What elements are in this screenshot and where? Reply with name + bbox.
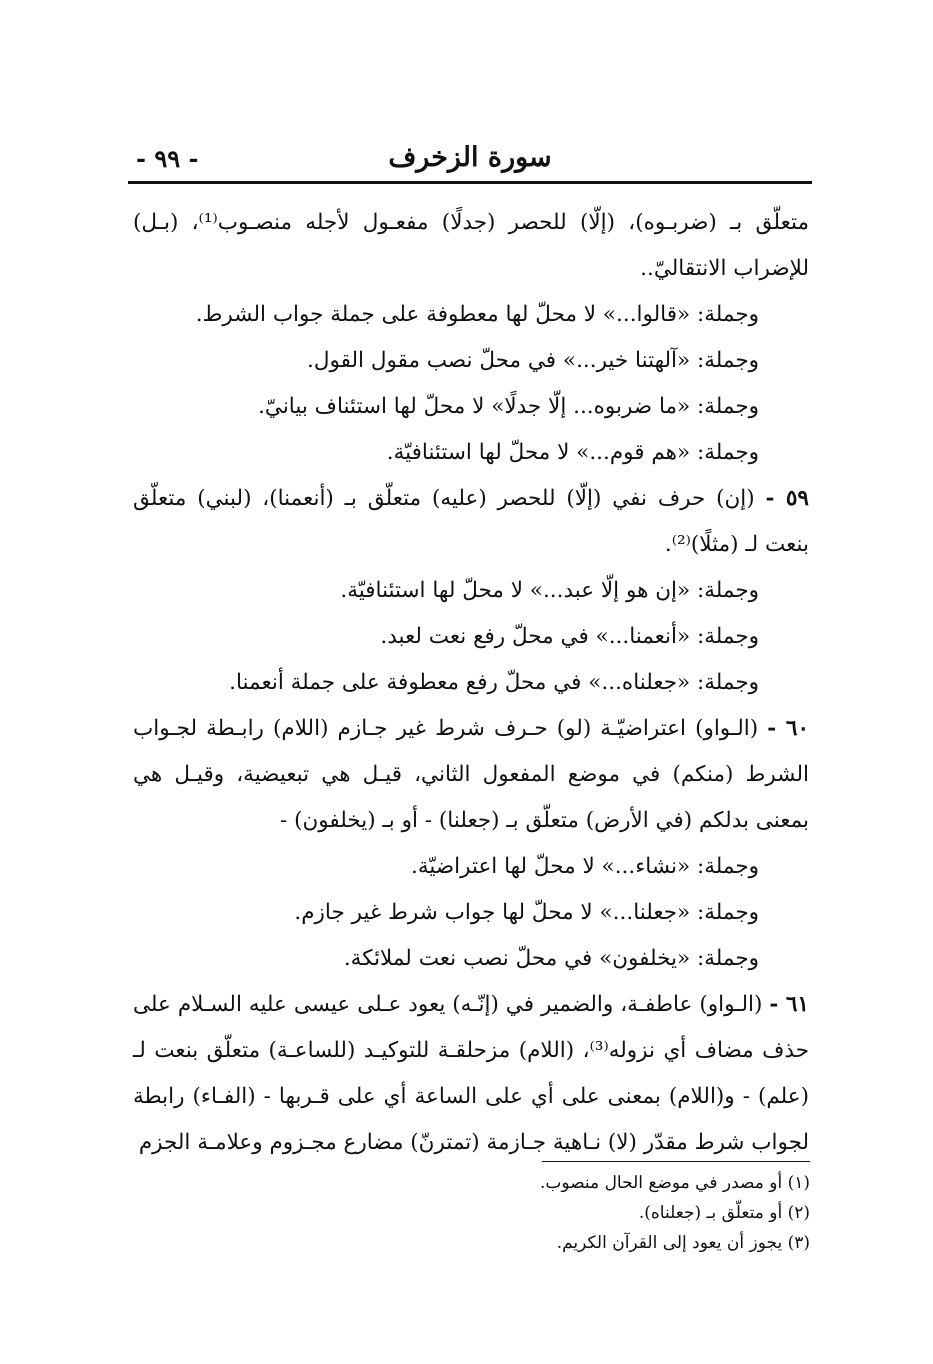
surah-title: سورة الزخرف xyxy=(388,142,552,173)
verse-paragraph-60 xyxy=(133,706,809,844)
sentence-analysis-line: وجملة: «ما ضربوه... إلّا جدلًا» لا محلّ لها استئناف بيانيّ. xyxy=(258,394,759,419)
sentence-analysis-line: وجملة: «نشاء...» لا محلّ لها اعتراضيّة. xyxy=(411,854,759,879)
paragraph-continuation xyxy=(133,200,809,292)
footnote-divider xyxy=(542,1161,810,1162)
footnote-3: (٣) يجوز أن يعود إلى القرآن الكريم. xyxy=(556,1233,810,1253)
sentence-analysis-line: وجملة: «جعلناه...» في محلّ رفع معطوفة على جملة أنعمنا. xyxy=(229,670,759,695)
sentence-analysis-line: وجملة: «هم قوم...» لا محلّ لها استئنافيّة. xyxy=(386,440,759,465)
page-number: - ٩٩ - xyxy=(136,144,199,173)
sentence-analysis-line: وجملة: «قالوا...» لا محلّ لها معطوفة على جملة جواب الشرط. xyxy=(195,302,759,327)
header-rule xyxy=(128,181,812,184)
sentence-analysis-line: وجملة: «أنعمنا...» في محلّ رفع نعت لعبد. xyxy=(380,624,759,649)
verse-number: ٦٠ - xyxy=(767,716,809,741)
sentence-analysis-line: وجملة: «جعلنا...» لا محلّ لها جواب شرط غير جازم. xyxy=(294,900,759,925)
page-header xyxy=(128,132,812,184)
paragraph-text: (الـواو) عاطفـة، والضمير في (إنّـه) يعود عـلى عيسى عليه السـلام على حذف مضاف أي نزوله⁽³⁾، (اللام) مزحلقـة للتوكيـد (للساعـة) متعلّق بنعت لـ (علم) - و(اللام) بمعنى على أي على الساعة أي على قـربها - (الفـاء) رابطة لجواب شرط مقدّر (لا) نـاهية جـازمة (تمترنّ) مضارع مجـزوم وعلامـة الجزم xyxy=(133,992,809,1155)
sentence-analysis-line: وجملة: «يخلفون» في محلّ نصب نعت لملائكة. xyxy=(343,946,759,971)
sentence-analysis-line: وجملة: «إن هو إلّا عبد...» لا محلّ لها استئنافيّة. xyxy=(340,578,759,603)
paragraph-text: متعلّق بـ (ضربـوه)، (إلّا) للحصر (جدلًا) مفعـول لأجله منصـوب⁽¹⁾، (بـل) للإضراب الانتقاليّ.. xyxy=(133,210,809,281)
sentence-analysis-line: وجملة: «آلهتنا خير...» في محلّ نصب مقول القول. xyxy=(307,348,759,373)
verse-paragraph-59 xyxy=(133,476,809,568)
verse-paragraph-61 xyxy=(133,982,809,1166)
verse-number: ٦١ - xyxy=(769,992,809,1017)
footnotes xyxy=(300,1168,810,1258)
footnote-2: (٢) أو متعلّق بـ (جعلناه). xyxy=(638,1203,810,1223)
verse-number: ٥٩ - xyxy=(765,486,809,511)
main-text xyxy=(133,200,809,1166)
paragraph-text: (إن) حرف نفي (إلّا) للحصر (عليه) متعلّق بـ (أنعمنا)، (لبني) متعلّق بنعت لـ (مثلًا)⁽²⁾. xyxy=(133,486,809,557)
footnote-1: (١) أو مصدر في موضع الحال منصوب. xyxy=(540,1173,810,1193)
paragraph-text: (الـواو) اعتراضيّـة (لو) حـرف شرط غير جـازم (اللام) رابـطة لجـواب الشرط (منكم) في موضع المفعول الثاني، قيـل هي تبعيضية، وقيـل هي بمعنى بدلكم (في الأرض) متعلّق بـ (جعلنا) - أو بـ (يخلفون) - xyxy=(133,716,809,833)
